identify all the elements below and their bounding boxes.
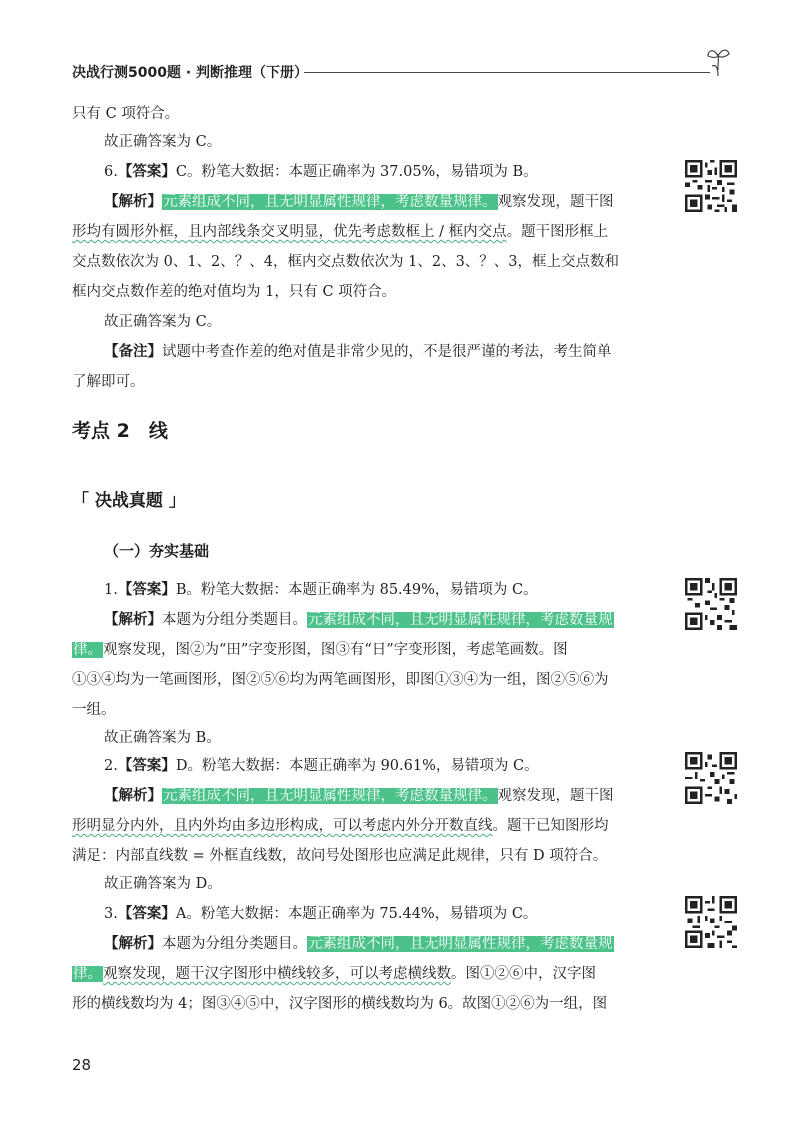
analysis-line-q3 [72,964,596,984]
highlighted-text: 律。 [73,966,102,982]
highlighted-text: 元素组成不同，且无明显属性规律，考虑数量规律。 [163,194,497,210]
highlighted-text: 律。 [73,642,102,658]
answer-text: A。粉笔大数据：本题正确率为 75.44%，易错项为 C。 [175,906,538,922]
question-number: 1. [104,582,118,598]
qr-code-icon[interactable] [685,578,737,630]
analysis-tag: 【解析】 [104,611,162,628]
answer-line-q3 [104,904,537,924]
analysis-line-q2: 满足：内部直线数 = 外框直线数，故问号处图形也应满足此规律，只有 D 项符合。 [72,848,608,864]
analysis-line-q2 [72,816,609,836]
analysis-line-q1 [104,610,614,630]
analysis-line-q3 [104,934,614,954]
highlighted-text: 元素组成不同，且无明显属性规律，考虑数量规律。 [163,788,497,804]
answer-tag: 【答案】 [117,905,176,922]
page-number: 28 [72,1056,92,1074]
analysis-text: 观察发现，题干图 [497,788,614,804]
answer-text: B。粉笔大数据：本题正确率为 85.49%，易错项为 C。 [175,582,538,598]
note-line [104,342,612,362]
analysis-tag: 【解析】 [104,935,162,952]
analysis-text: 。图①②⑥中，汉字图 [451,966,596,982]
analysis-tag: 【解析】 [104,193,162,210]
note-line: 了解即可。 [72,374,145,390]
analysis-text: 本题为分组分类题目。 [162,936,307,952]
answer-line-q1 [104,580,538,600]
answer-line-q2 [104,756,539,776]
answer-text: C。粉笔大数据：本题正确率为 37.05%，易错项为 B。 [175,164,538,180]
answer-line-q6 [104,162,538,182]
sub-heading: （一）夯实基础 [104,542,210,560]
analysis-line-q1 [72,640,568,660]
question-number: 3. [104,906,118,922]
wavy-underlined-text: 观察发现，题干汉字图形中横线较多，可以考虑横线数 [103,966,451,982]
analysis-text: 观察发现，题干图 [497,194,614,210]
answer-tag: 【答案】 [117,757,176,774]
header-rule [304,72,710,73]
analysis-line-q6 [72,222,608,242]
conclusion-line: 故正确答案为 B。 [104,730,221,746]
answer-tag: 【答案】 [117,581,176,598]
conclusion-line: 故正确答案为 C。 [104,314,222,330]
wavy-underlined-text: 形明显分内外，且内外均由多边形构成，可以考虑内外分开数直线 [72,818,493,834]
analysis-text: 。题干已知图形均 [492,818,609,834]
subsection-title: 「 决战真题 」 [72,491,186,511]
qr-code-icon[interactable] [685,160,737,212]
question-number: 6. [104,164,118,180]
section-title: 考点 2 线 [72,420,168,442]
qr-code-icon[interactable] [685,896,737,948]
conclusion-line: 故正确答案为 D。 [104,876,222,892]
qr-code-icon[interactable] [685,752,737,804]
book-title: 决战行测5000题 · 判断推理（下册） [72,65,309,81]
analysis-text: 观察发现，图②为“田”字变形图，图③有“日”字变形图，考虑笔画数。图 [103,642,568,658]
note-tag: 【备注】 [104,343,162,360]
analysis-text: 。题干图形框上 [506,224,609,240]
analysis-line-q6 [104,192,614,212]
answer-text: D。粉笔大数据：本题正确率为 90.61%，易错项为 C。 [175,758,539,774]
analysis-line-q3: 形的横线数均为 4；图③④⑤中，汉字图形的横线数均为 6。故图①②⑥为一组，图 [72,996,608,1012]
text-line: 只有 C 项符合。 [72,106,180,122]
analysis-line-q2 [104,786,614,806]
answer-tag: 【答案】 [117,163,176,180]
analysis-line-q1: 一组。 [72,702,116,718]
highlighted-text: 元素组成不同，且无明显属性规律，考虑数量规 [308,936,613,952]
analysis-tag: 【解析】 [104,787,162,804]
analysis-line-q1: ①③④均为一笔画图形，图②⑤⑥均为两笔画图形，即图①③④为一组，图②⑤⑥为 [72,672,609,688]
wavy-underlined-text: 形均有圆形外框，且内部线条交叉明显，优先考虑数框上 / 框内交点 [72,224,507,240]
analysis-line-q6: 交点数依次为 0、1、2、？、4，框内交点数依次为 1、2、3、？、3，框上交点数和 [72,254,620,270]
text-line: 故正确答案为 C。 [104,134,222,150]
running-header [72,56,732,84]
highlighted-text: 元素组成不同，且无明显属性规律，考虑数量规 [308,612,613,628]
note-text: 试题中考查作差的绝对值是非常少见的，不是很严谨的考法，考生简单 [162,344,612,360]
analysis-text: 本题为分组分类题目。 [162,612,307,628]
question-number: 2. [104,758,118,774]
sprout-icon [704,46,732,76]
analysis-line-q6: 框内交点数作差的绝对值均为 1，只有 C 项符合。 [72,284,397,300]
